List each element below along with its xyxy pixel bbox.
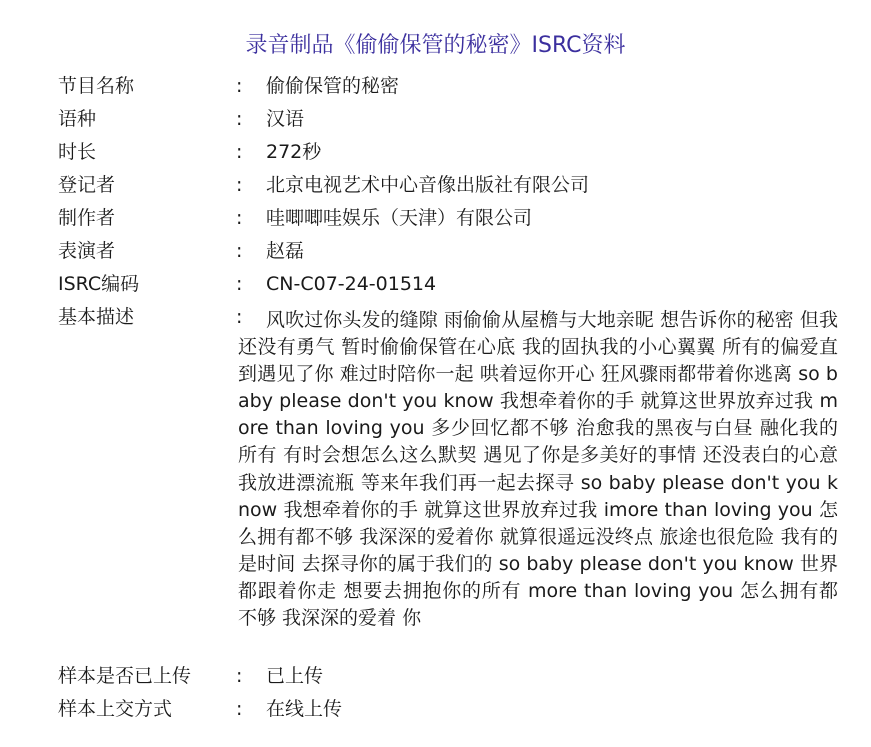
- field-row-duration: [58, 136, 858, 169]
- field-value: 已上传: [266, 665, 324, 687]
- field-colon: :: [236, 141, 243, 163]
- field-colon: :: [236, 108, 243, 130]
- description-text: 风吹过你头发的缝隙 雨偷偷从屋檐与大地亲昵 想告诉你的秘密 但我还没有勇气 暂时偷偷保管在心底 我的固执我的小心翼翼 所有的偏爱直到遇见了你 难过时陪你一起 哄着逗你开心 狂风骤雨都带着你逃离 so baby please don't you know 我想牵着你的手 就算这世界放弃过我 more than loving you 多少回忆都不够 治愈我的黑夜与白昼 融化我的所有 有时会想怎么这么默契 遇见了你是多美好的事情 还没表白的心意 我放进漂流瓶 等来年我们再一起去探寻 so baby please don't you know 我想牵着你的手 就算这世界放弃过我 imore than loving you 怎么拥有都不够 我深深的爱着你 就算很遥远没终点 旅途也很危险 我有的是时间 去探寻你的属于我们的 so baby please don't you know 世界都跟着你走 想要去拥抱你的所有 more than loving you 怎么拥有都不够 我深深的爱着 你: [238, 309, 838, 630]
- field-label: 表演者: [58, 240, 116, 262]
- field-value: 赵磊: [266, 240, 305, 262]
- field-label: 登记者: [58, 174, 116, 196]
- field-label: 时长: [58, 141, 97, 163]
- field-colon: :: [236, 240, 243, 262]
- field-row-producer: [58, 202, 858, 235]
- field-label: 制作者: [58, 207, 116, 229]
- field-colon: :: [236, 306, 243, 328]
- field-colon: :: [236, 75, 243, 97]
- field-row-performer: [58, 235, 858, 268]
- field-colon: :: [236, 273, 243, 295]
- field-value: 272秒: [266, 141, 322, 163]
- field-label: 节目名称: [58, 75, 135, 97]
- field-label: 语种: [58, 108, 97, 130]
- field-colon: :: [236, 665, 243, 687]
- field-row-sample-submission-method: [58, 693, 858, 726]
- field-colon: :: [236, 698, 243, 720]
- field-row-registrant: [58, 169, 858, 202]
- field-label: 样本上交方式: [58, 698, 173, 720]
- page-title: 录音制品《偷偷保管的秘密》ISRC资料: [245, 33, 626, 58]
- field-row-sample-uploaded: [58, 660, 858, 693]
- field-row-program-name: [58, 70, 858, 103]
- field-value: 在线上传: [266, 698, 343, 720]
- field-colon: :: [236, 207, 243, 229]
- field-value: 偷偷保管的秘密: [266, 75, 400, 97]
- field-row-isrc-code: [58, 268, 858, 301]
- field-label: ISRC编码: [58, 273, 140, 295]
- field-value: 汉语: [266, 108, 305, 130]
- field-row-description: [58, 304, 858, 660]
- field-value: 北京电视艺术中心音像出版社有限公司: [266, 174, 590, 196]
- field-colon: :: [236, 174, 243, 196]
- info-table: [58, 70, 858, 726]
- field-row-language: [58, 103, 858, 136]
- field-value: 哇唧唧哇娱乐（天津）有限公司: [266, 207, 533, 229]
- field-label: 基本描述: [58, 306, 135, 328]
- field-value: CN-C07-24-01514: [266, 273, 437, 295]
- field-label: 样本是否已上传: [58, 665, 192, 687]
